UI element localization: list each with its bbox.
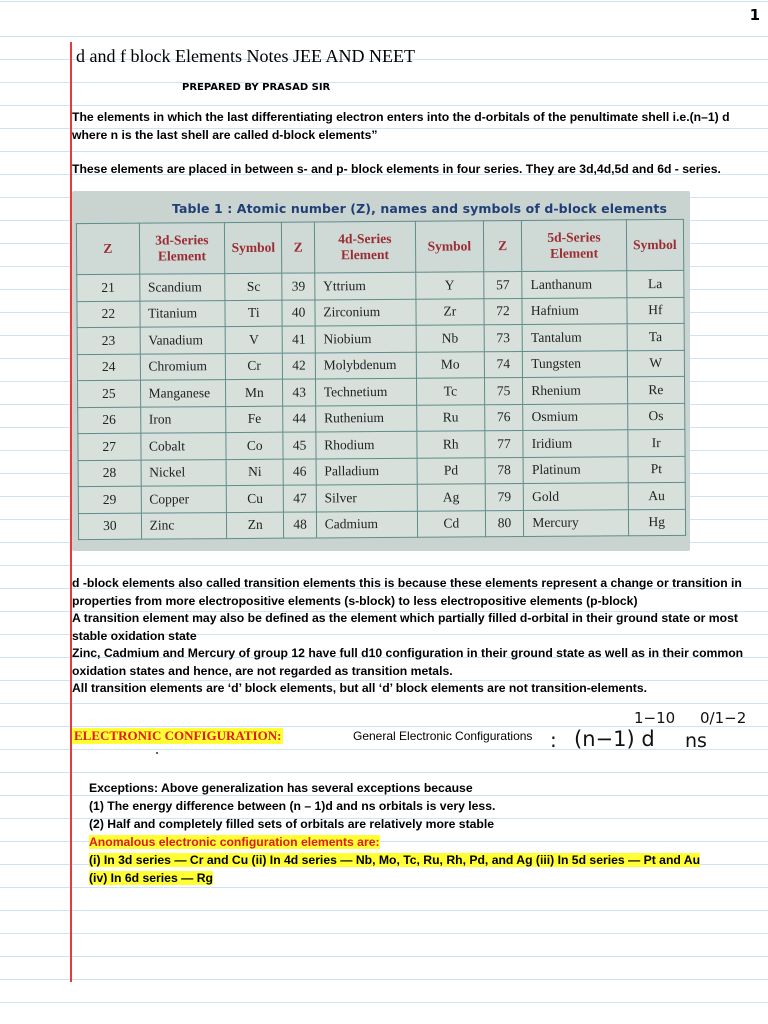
cell-z: 46	[283, 458, 316, 485]
cell-element: Copper	[141, 486, 227, 513]
cell-element: Nickel	[141, 459, 227, 486]
cell-symbol: Cr	[225, 353, 283, 380]
cell-z: 74	[484, 351, 523, 378]
cell-z: 29	[78, 486, 141, 513]
cell-symbol: Ti	[225, 300, 283, 327]
header-symbol: Symbol	[224, 222, 282, 273]
cell-z: 24	[77, 354, 140, 381]
handwritten-term-nd: (n−1) d	[574, 727, 655, 751]
cell-element: Niobium	[315, 325, 416, 352]
cell-z: 23	[77, 327, 140, 354]
cell-element: Silver	[316, 484, 417, 511]
table-row	[78, 376, 685, 407]
cell-symbol: Hg	[628, 509, 686, 536]
table-row	[77, 297, 684, 328]
cell-z: 41	[283, 326, 316, 353]
stray-dot	[156, 752, 158, 754]
header-symbol: Symbol	[415, 221, 483, 272]
transition-note: Zinc, Cadmium and Mercury of group 12 have full d10 configuration in their ground state as well as in their common oxidation states and hence, are not regarded as transition metals.	[72, 646, 744, 678]
cell-element: Osmium	[523, 403, 627, 430]
cell-z: 48	[284, 511, 317, 538]
d-block-table	[76, 219, 686, 540]
table-caption: Table 1 : Atomic number (Z), names and symbols of d-block elements	[172, 201, 668, 216]
header-z: Z	[76, 223, 139, 274]
exceptions-block	[89, 779, 700, 887]
cell-symbol: V	[225, 326, 283, 353]
table-row	[78, 456, 685, 487]
cell-element: Technetium	[315, 378, 416, 405]
anomalous-heading: Anomalous electronic configuration elements are:	[89, 835, 380, 849]
cell-element: Iron	[140, 406, 226, 433]
transition-note: All transition elements are ‘d’ block elements, but all ‘d’ block elements are not transition-elements.	[72, 681, 648, 695]
table-photo	[72, 191, 690, 551]
cell-element: Lanthanum	[522, 271, 626, 298]
handwritten-colon: :	[550, 728, 557, 752]
cell-element: Cobalt	[140, 433, 226, 460]
exception-reason: (1) The energy difference between (n – 1)d and ns orbitals is very less.	[89, 799, 496, 813]
cell-z: 75	[484, 378, 523, 405]
cell-symbol: Fe	[226, 406, 284, 433]
cell-symbol: Sc	[225, 273, 283, 300]
cell-symbol: Pd	[417, 457, 485, 484]
cell-element: Titanium	[140, 300, 226, 327]
table-row	[78, 509, 685, 540]
cell-element: Hafnium	[522, 297, 626, 324]
cell-symbol: Pt	[628, 456, 686, 483]
cell-symbol: Ni	[226, 459, 284, 486]
page-title: d and f block Elements Notes JEE AND NEET	[76, 46, 415, 66]
cell-element: Manganese	[140, 380, 226, 407]
cell-symbol: Zn	[226, 512, 284, 539]
cell-element: Rhodium	[316, 431, 417, 458]
table-row	[78, 482, 685, 513]
author-line: PREPARED BY PRASAD SIR	[182, 82, 331, 93]
cell-symbol: Ta	[627, 323, 685, 350]
table-row	[77, 323, 684, 354]
cell-symbol: Ru	[417, 404, 485, 431]
cell-symbol: Mn	[226, 379, 284, 406]
cell-symbol: Y	[416, 272, 484, 299]
cell-element: Gold	[524, 483, 628, 510]
cell-z: 30	[78, 513, 141, 540]
cell-element: Tungsten	[523, 350, 627, 377]
cell-element: Platinum	[523, 456, 627, 483]
header-z: Z	[282, 222, 315, 273]
cell-z: 45	[283, 432, 316, 459]
cell-z: 78	[485, 457, 524, 484]
header-z: Z	[483, 221, 522, 272]
cell-z: 39	[282, 273, 315, 300]
cell-z: 72	[484, 298, 523, 325]
cell-element: Palladium	[316, 458, 417, 485]
table-row	[77, 350, 684, 381]
cell-z: 79	[485, 484, 524, 511]
header-symbol: Symbol	[626, 219, 684, 270]
cell-symbol: Cd	[417, 510, 485, 537]
cell-z: 42	[283, 352, 316, 379]
cell-z: 26	[78, 407, 141, 434]
transition-note: d -block elements also called transition elements this is because these elements represent a change or transition in properties from more electropositive elements (s-block) to less electropositive elements (p-block)	[72, 576, 742, 608]
cell-z: 77	[485, 431, 524, 458]
cell-symbol: Re	[627, 376, 685, 403]
cell-element: Chromium	[140, 353, 226, 380]
cell-element: Rhenium	[523, 377, 627, 404]
handwritten-superscript-1: 1−10	[634, 709, 676, 727]
anomalous-line: (i) In 3d series — Cr and Cu (ii) In 4d series — Nb, Mo, Tc, Ru, Rh, Pd, and Ag (iii) In 5d series — Pt and Au	[89, 853, 701, 867]
cell-symbol: Au	[628, 482, 686, 509]
table-header-row	[76, 219, 683, 274]
cell-element: Ruthenium	[315, 405, 416, 432]
cell-z: 27	[78, 433, 141, 460]
cell-z: 44	[283, 405, 316, 432]
cell-element: Mercury	[524, 509, 628, 536]
general-config-label: General Electronic Configurations	[353, 729, 533, 743]
cell-symbol: Rh	[417, 431, 485, 458]
cell-z: 73	[484, 325, 523, 352]
exception-reason: (2) Half and completely filled sets of orbitals are relatively more stable	[89, 817, 495, 831]
cell-element: Tantalum	[522, 324, 626, 351]
cell-element: Molybdenum	[315, 352, 416, 379]
cell-symbol: Ag	[417, 484, 485, 511]
definition-paragraph: The elements in which the last differentiating electron enters into the d-orbitals of the penultimate shell i.e.(n–1) d where n is the last shell are called d-block elements”	[72, 110, 730, 142]
handwritten-superscript-2: 0/1−2	[700, 709, 747, 727]
cell-symbol: W	[627, 350, 685, 377]
cell-symbol: Cu	[226, 485, 284, 512]
cell-element: Scandium	[139, 274, 225, 301]
cell-symbol: Ir	[627, 429, 685, 456]
handwritten-term-ns: ns	[685, 730, 707, 752]
cell-symbol: Os	[627, 403, 685, 430]
cell-z: 43	[283, 379, 316, 406]
cell-z: 28	[78, 460, 141, 487]
cell-element: Vanadium	[140, 327, 226, 354]
exceptions-intro: Exceptions: Above generalization has several exceptions because	[89, 781, 473, 795]
page-number: 1	[749, 6, 760, 24]
series-paragraph: These elements are placed in between s- and p- block elements in four series. They are 3d,4d,5d and 6d - series.	[72, 162, 721, 176]
cell-element: Zirconium	[315, 299, 416, 326]
header-5d-element: 5d-Series Element	[522, 220, 627, 272]
cell-symbol: La	[626, 270, 684, 297]
cell-symbol: Mo	[416, 351, 484, 378]
table-row	[77, 270, 684, 301]
cell-z: 80	[485, 510, 524, 537]
cell-z: 76	[484, 404, 523, 431]
transition-notes	[72, 575, 762, 698]
cell-symbol: Nb	[416, 325, 484, 352]
cell-element: Zinc	[141, 512, 227, 539]
table-row	[78, 429, 685, 460]
cell-symbol: Tc	[416, 378, 484, 405]
cell-z: 25	[78, 380, 141, 407]
table-row	[78, 403, 685, 434]
cell-element: Yttrium	[315, 272, 416, 299]
cell-z: 22	[77, 301, 140, 328]
cell-symbol: Co	[226, 432, 284, 459]
cell-z: 21	[77, 274, 140, 301]
cell-symbol: Zr	[416, 298, 484, 325]
cell-symbol: Hf	[626, 297, 684, 324]
cell-element: Iridium	[523, 430, 627, 457]
cell-z: 47	[284, 485, 317, 512]
cell-z: 40	[282, 299, 315, 326]
header-3d-element: 3d-Series Element	[139, 223, 225, 275]
anomalous-line: (iv) In 6d series — Rg	[89, 871, 213, 885]
electronic-configuration-heading: ELECTRONIC CONFIGURATION:	[74, 728, 282, 743]
cell-element: Cadmium	[316, 511, 417, 538]
header-4d-element: 4d-Series Element	[314, 221, 416, 273]
cell-z: 57	[483, 272, 522, 299]
transition-note: A transition element may also be defined as the element which partially filled d-orbital in their ground state or most stable oxidation state	[72, 611, 738, 643]
